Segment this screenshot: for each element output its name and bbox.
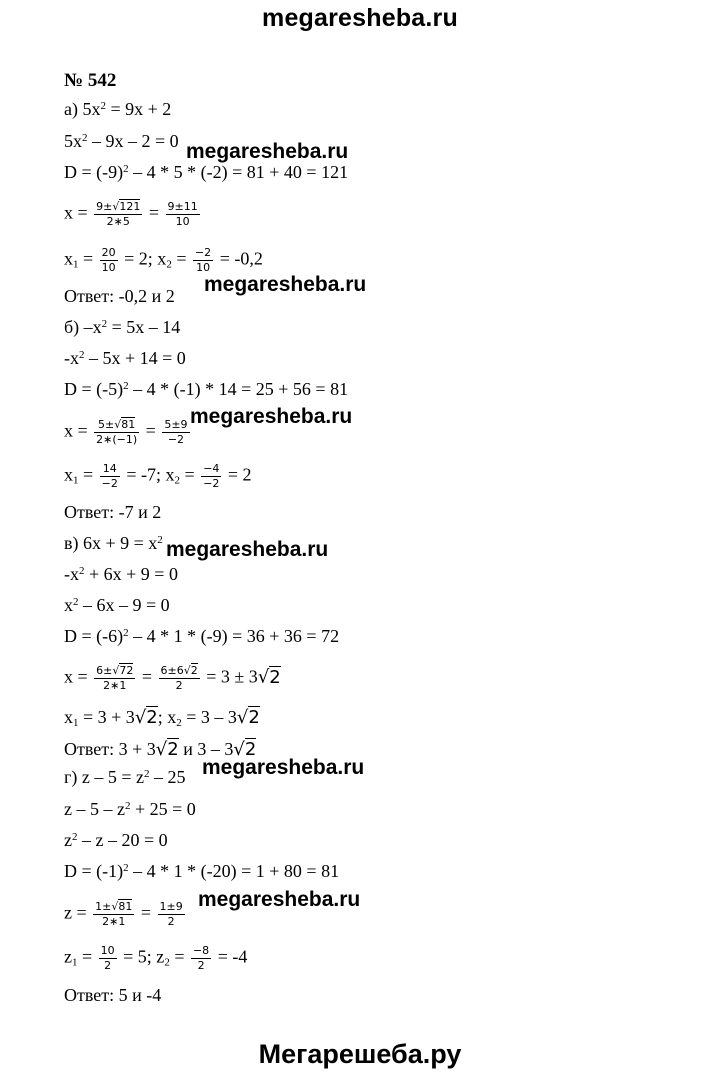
g-line-5: z = $\frac{1\pm√81}{2∗1}$ = $\frac{1\pm 9}{2}$ [64, 900, 183, 928]
v-line-5: x = $\frac{6\pm√72}{2∗1}$ = $\frac{6\pm 6√2}{2}$ = 3 ± 3√2 [64, 664, 281, 692]
g-line-6: $z_1$ = $\frac{10}{2}$ = 5; $z_2$ = $\frac{-8}{2}$ = -4 [64, 944, 248, 972]
fraction: $\frac{9\pm 11}{10}$ [167, 200, 198, 228]
fraction: $\frac{10}{2}$ [100, 944, 115, 972]
fraction: $\frac{14}{-2}$ [101, 462, 118, 490]
fraction: $\frac{5\pm 9}{-2}$ [164, 418, 188, 446]
g-line-4: $D = (-1)^2 - 4 * 1 * (-20) = 1 + 80 = 81$ [64, 861, 340, 881]
site-footer: Мегарешеба.ру [258, 1039, 462, 1069]
a-line-1: а) $5x^2 = 9x + 2$ [64, 99, 172, 119]
watermark: megaresheba.ru [186, 140, 349, 163]
b-line-1: б) $-x^2 = 5x - 14$ [64, 317, 181, 337]
a-answer: Ответ: -0,2 и 2 [64, 286, 175, 306]
b-line-5: $x_1$ = $\frac{14}{-2}$ = -7; $x_2$ = $\frac{-4}{-2}$ = 2 [64, 462, 252, 490]
v-line-2: $-x^2 + 6x + 9 = 0$ [64, 564, 178, 584]
g-line-1: г) $z - 5 = z^2 - 25$ [64, 767, 186, 787]
g-answer: Ответ: 5 и -4 [64, 985, 162, 1005]
v-line-4: $D = (-6)^2 - 4 * 1 * (-9) = 36 + 36 = 72$ [64, 626, 340, 646]
fraction: $\frac{-2}{10}$ [194, 246, 212, 274]
v-line-6: $x_1 = 3 + 3√2$; $x_2 = 3 - 3√2$ [64, 707, 260, 729]
fraction: $\frac{6\pm√72}{2∗1}$ [96, 664, 134, 692]
a-line-4: x = $\frac{9\pm√121}{2∗5}$ = $\frac{9\pm 11}{10}$ [64, 200, 198, 228]
fraction: $\frac{5\pm√81}{2∗(-1)}$ [96, 418, 138, 446]
watermark: megaresheba.ru [166, 538, 329, 561]
watermark: megaresheba.ru [202, 756, 365, 779]
b-line-3: $D = (-5)^2 - 4 * (-1) * 14 = 25 + 56 = 81$ [64, 379, 349, 399]
a-line-2: $5x^2 - 9x - 2 = 0$ [64, 131, 179, 151]
watermark: megaresheba.ru [204, 273, 367, 296]
fraction: $\frac{-4}{-2}$ [203, 462, 220, 490]
fraction: $\frac{1\pm 9}{2}$ [159, 900, 183, 928]
v-line-3: $x^2 - 6x - 9 = 0$ [64, 595, 170, 615]
v-line-1: в) $6x + 9 = x^2$ [64, 533, 163, 553]
fraction: $\frac{9\pm√121}{2∗5}$ [96, 200, 141, 228]
g-line-2: $z - 5 - z^2 + 25 = 0$ [64, 799, 196, 819]
a-line-3: $D = (-9)^2 - 4 * 5 * (-2) = 81 + 40 = 121$ [64, 162, 349, 182]
site-header: megaresheba.ru [262, 4, 458, 32]
b-answer: Ответ: -7 и 2 [64, 502, 162, 522]
b-line-2: $-x^2 - 5x + 14 = 0$ [64, 348, 186, 368]
fraction: $\frac{20}{10}$ [101, 246, 116, 274]
a-line-5: $x_1$ = $\frac{20}{10}$ = 2; $x_2$ = $\frac{-2}{10}$ = -0,2 [64, 246, 263, 274]
watermark: megaresheba.ru [190, 405, 353, 428]
watermark: megaresheba.ru [198, 888, 361, 911]
g-line-3: $z^2 - z - 20 = 0$ [64, 830, 168, 850]
fraction: $\frac{1\pm√81}{2∗1}$ [95, 900, 133, 928]
problem-number: № 542 [64, 70, 117, 91]
v-answer: Ответ: 3 + 3√2 и 3 – 3√2 [64, 739, 257, 760]
b-line-4: x = $\frac{5\pm√81}{2∗(-1)}$ = $\frac{5\pm 9}{-2}$ [64, 418, 188, 446]
fraction: $\frac{-8}{2}$ [192, 944, 210, 972]
fraction: $\frac{6\pm 6√2}{2}$ [160, 664, 198, 692]
